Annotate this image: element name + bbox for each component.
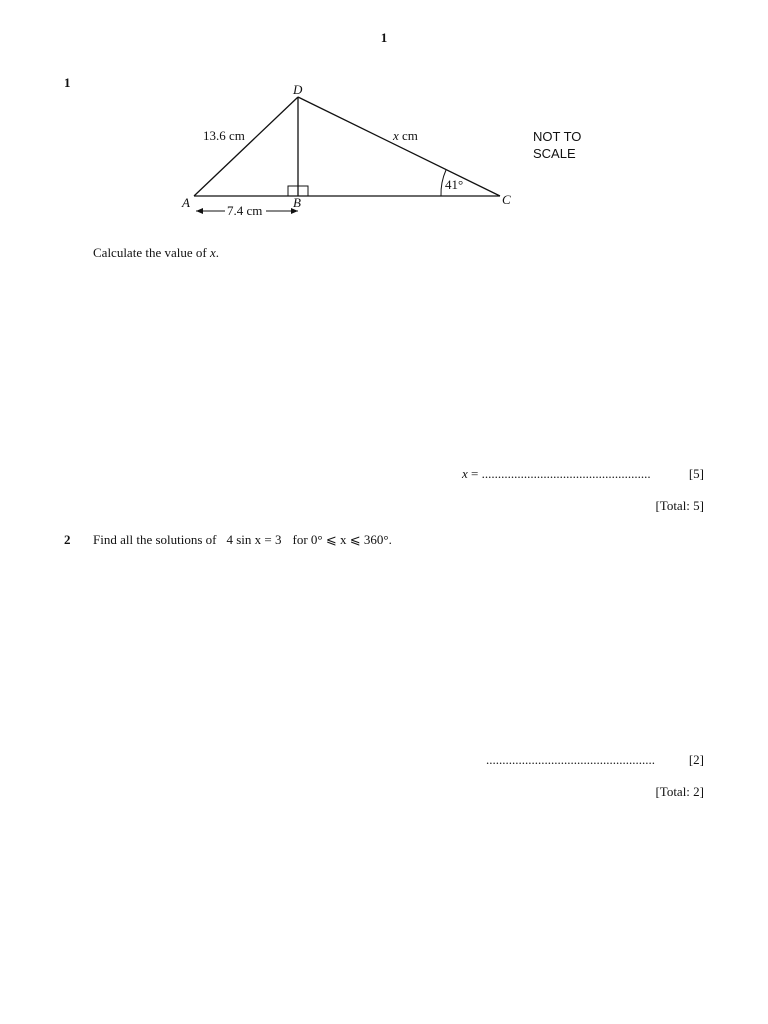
not-to-scale-note xyxy=(533,128,581,162)
answer-equals: = xyxy=(467,466,482,481)
question-2-marks: [2] xyxy=(688,752,704,767)
question-2-answer-line[interactable] xyxy=(486,752,686,768)
answer-dots: .................................................... xyxy=(481,466,651,481)
side-ad xyxy=(194,97,298,196)
dimension-label-ab: 7.4 cm xyxy=(227,203,263,218)
side-label-ad: 13.6 cm xyxy=(203,128,245,143)
side-label-dc-unit: cm xyxy=(398,128,418,143)
question-1-text-prefix: Calculate the value of xyxy=(93,245,210,260)
question-2-total: [Total: 2] xyxy=(655,784,704,799)
side-dc xyxy=(298,97,500,196)
vertex-label-b: B xyxy=(293,195,301,210)
vertex-label-a: A xyxy=(182,195,190,210)
question-1-number: 1 xyxy=(64,75,71,90)
angle-label-c: 41° xyxy=(445,177,464,192)
question-1-text xyxy=(93,245,219,261)
question-2-text xyxy=(93,532,392,548)
question-1-text-suffix: . xyxy=(215,245,219,260)
question-2-number: 2 xyxy=(64,532,71,547)
dimension-arrow-left xyxy=(196,208,203,214)
answer-variable: x xyxy=(462,466,468,481)
question-2-equation: 4 sin x = 3 xyxy=(226,532,282,547)
question-2-text-prefix: Find all the solutions of xyxy=(93,532,217,547)
side-label-dc-var: x xyxy=(393,128,399,143)
question-1-total: [Total: 5] xyxy=(655,498,704,513)
not-to-scale-line-1: NOT TO xyxy=(533,129,582,144)
question-1-variable: x xyxy=(209,245,216,260)
page-number: 1 xyxy=(380,30,388,45)
not-to-scale-line-2: SCALE xyxy=(533,146,576,161)
triangle-diagram xyxy=(0,0,768,230)
question-2-range: for 0° ⩽ x ⩽ 360°. xyxy=(292,532,392,547)
vertex-label-c: C xyxy=(502,192,511,207)
question-1-marks: [5] xyxy=(688,466,704,481)
question-1-answer-line[interactable] xyxy=(462,466,712,482)
side-label-dc xyxy=(392,128,418,143)
answer-dots-2: .................................................... xyxy=(486,752,655,767)
vertex-label-d: D xyxy=(293,82,303,97)
